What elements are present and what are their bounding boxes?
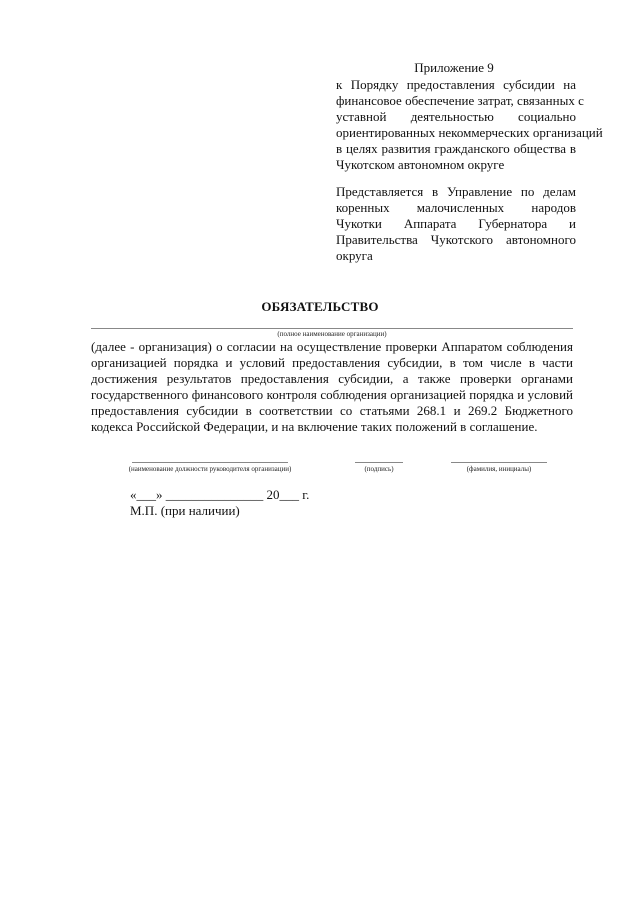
position-hint: (наименование должности руководителя организации) [128,465,292,473]
appendix-reference-line: в целях развития гражданского общества в [336,141,576,156]
org-name-underline [91,328,573,329]
submitted-to-line: Представляется в Управление по делам [336,184,576,199]
obligation-body-line: (далее - организация) о согласии на осуществление проверки Аппаратом соблюдения [91,339,573,354]
appendix-title: Приложение 9 [414,60,494,75]
signature-underline [355,462,403,463]
appendix-reference-line: к Порядку предоставления субсидии на [336,77,576,92]
signature-hint: (подпись) [364,465,394,473]
full-name-underline [451,462,547,463]
obligation-body-line: государственного финансового контроля соблюдения организацией порядка и условий [91,387,573,402]
full-name-hint: (фамилия, инициалы) [466,465,532,473]
org-name-hint: (полное наименование организации) [277,330,387,338]
obligation-body-line: предоставления субсидии в соответствии со статьями 268.1 и 269.2 Бюджетного [91,403,573,418]
submitted-to-line: коренных малочисленных народов [336,200,576,215]
obligation-body [91,339,573,435]
obligation-body-line: организацией порядка и условий предоставления субсидии, в том числе в части [91,355,573,370]
obligation-body-line: достижения результатов предоставления субсидии, а также проверки органами [91,371,573,386]
appendix-reference-line: финансовое обеспечение затрат, связанных с [336,93,584,108]
appendix-reference-line: уставной деятельностью социально [336,109,576,124]
appendix-reference [336,77,603,173]
stamp-line: М.П. (при наличии) [130,503,240,518]
submitted-to-line: Чукотки Аппарата Губернатора и [336,216,576,231]
submitted-to-line: округа [336,248,373,263]
position-underline [132,462,288,463]
appendix-reference-line: ориентированных некоммерческих организаций [336,125,603,140]
submitted-to-block [336,184,576,264]
submitted-to-line: Правительства Чукотского автономного [336,232,576,247]
obligation-body-line: кодекса Российской Федерации, и на включение таких положений в соглашение. [91,419,538,434]
date-line: «___» _______________ 20___ г. [130,487,310,502]
document-title: ОБЯЗАТЕЛЬСТВО [261,299,379,314]
appendix-reference-line: Чукотском автономном округе [336,157,505,172]
